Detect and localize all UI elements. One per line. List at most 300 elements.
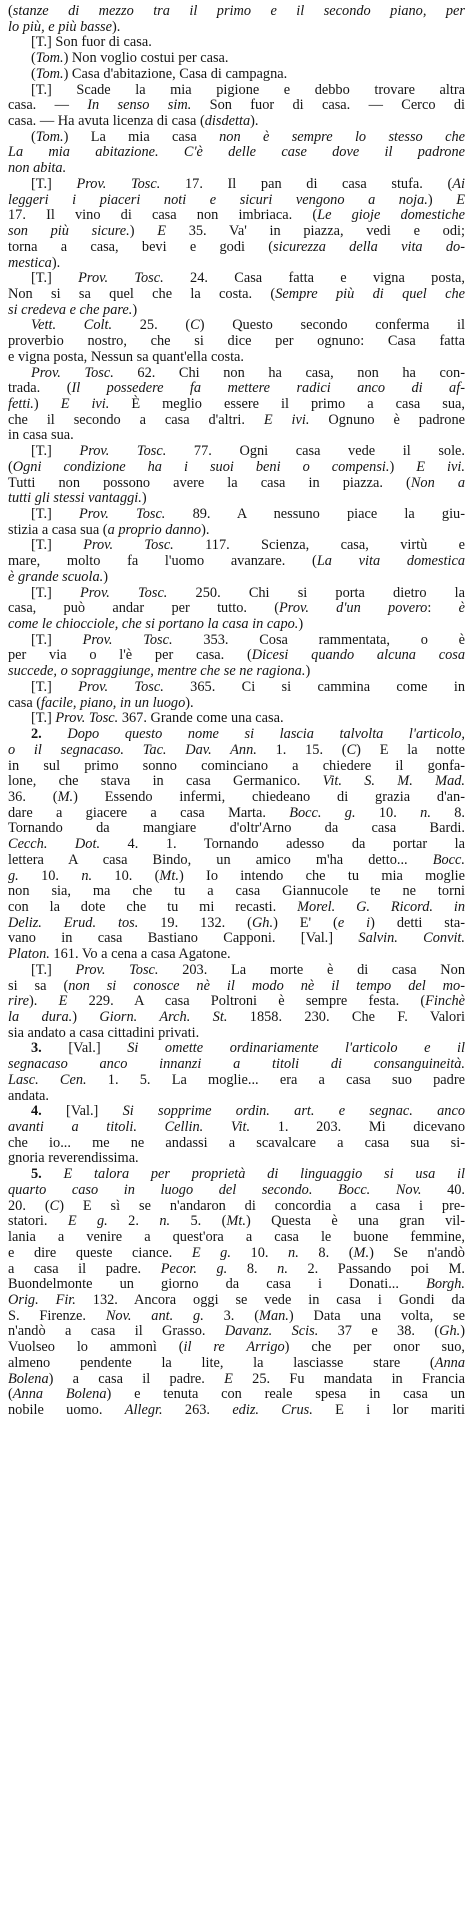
text-run: [T.] bbox=[31, 678, 79, 695]
italic-text: Si omette ordinariamente l'articolo e il bbox=[127, 1040, 465, 1057]
text-line bbox=[8, 1104, 465, 1120]
text-run: per via o l'è per casa. ( bbox=[8, 647, 252, 664]
italic-text: Vett. Colt. bbox=[31, 317, 113, 334]
italic-text: Platon. bbox=[8, 946, 50, 963]
text-run: [T.] bbox=[31, 537, 84, 554]
italic-text: Prov. Tosc. bbox=[31, 364, 114, 381]
text-run: ( bbox=[8, 1386, 13, 1403]
text-run bbox=[159, 144, 184, 160]
text-run: ). bbox=[112, 18, 121, 35]
text-line bbox=[8, 476, 465, 492]
italic-text: Gh. bbox=[251, 914, 274, 931]
italic-text: a proprio danno bbox=[107, 521, 202, 538]
text-run: 40. bbox=[421, 1181, 465, 1198]
italic-text: C bbox=[49, 1197, 60, 1214]
text-line bbox=[8, 444, 465, 460]
text-line bbox=[8, 1183, 465, 1199]
text-line bbox=[8, 1340, 465, 1356]
text-line bbox=[8, 381, 465, 397]
text-run: 8. ( bbox=[298, 1244, 354, 1261]
text-line bbox=[8, 1089, 465, 1105]
italic-text: Prov. Tosc. bbox=[79, 443, 167, 460]
italic-text: Le gioje domestiche bbox=[317, 207, 465, 224]
text-run: ) bbox=[298, 616, 304, 633]
text-run: Ognuno è padrone bbox=[309, 411, 465, 428]
italic-text: Bocc. g. bbox=[289, 804, 356, 821]
text-line bbox=[8, 633, 465, 649]
italic-text: Prov. Tosc. bbox=[82, 631, 173, 648]
italic-text: quarto caso in luogo del secondo. bbox=[8, 1181, 313, 1198]
text-run: 19. 132. ( bbox=[138, 914, 252, 931]
text-run: ) bbox=[460, 1323, 465, 1340]
text-line bbox=[8, 1010, 465, 1026]
italic-text: Allegr. bbox=[124, 1401, 163, 1418]
text-line bbox=[8, 177, 465, 193]
italic-text: E ivi. bbox=[60, 395, 110, 412]
italic-text: Bocc. bbox=[432, 851, 465, 868]
text-line bbox=[8, 1372, 465, 1388]
text-line bbox=[8, 727, 465, 743]
text-run: [T.] bbox=[31, 631, 83, 648]
text-run: andata. bbox=[8, 1087, 50, 1104]
italic-text: è grande scuola. bbox=[8, 568, 104, 585]
text-run: 25. Fu mandata in Francia bbox=[232, 1370, 465, 1387]
italic-text: g. bbox=[8, 867, 19, 884]
text-line bbox=[8, 271, 465, 287]
italic-text: In senso sim. bbox=[87, 97, 192, 114]
italic-text: Tac. Dav. Ann. bbox=[142, 741, 257, 758]
text-run: ) e tenuta con reale spesa in casa un bbox=[106, 1386, 465, 1403]
text-line bbox=[8, 1230, 465, 1246]
italic-text: succede, o sopraggiunge, mentre che se ne ragiona. bbox=[8, 663, 306, 680]
italic-text: La vita domestica bbox=[316, 553, 465, 570]
text-run: [T.] bbox=[31, 175, 77, 192]
italic-text: Tom. bbox=[35, 65, 64, 82]
text-line bbox=[8, 161, 465, 177]
text-run: casa. — Ha avuta licenza di casa ( bbox=[8, 113, 205, 130]
text-run: 263. bbox=[162, 1401, 233, 1418]
text-run: ) Questa è una gran vil- bbox=[245, 1213, 465, 1230]
text-line bbox=[8, 366, 465, 382]
text-line bbox=[8, 931, 465, 947]
text-run: in casa sua. bbox=[8, 427, 74, 444]
text-run: 8. bbox=[227, 1260, 278, 1277]
text-run: vano in casa Bastiano Capponi. [Val.] bbox=[8, 930, 359, 947]
text-run: ) E la notte bbox=[356, 741, 465, 758]
italic-text: segnacaso anco innanzi a titoli di consanguineità. bbox=[8, 1056, 465, 1073]
italic-text: E bbox=[58, 993, 68, 1010]
italic-text: Morel. G. Ricord. in bbox=[297, 898, 466, 915]
text-run: che il secondo a casa d'altri. bbox=[8, 411, 264, 428]
text-run: [T.] Son fuor di casa. bbox=[31, 34, 152, 51]
italic-text: E ivi. bbox=[416, 458, 465, 475]
text-run: ( bbox=[8, 3, 13, 19]
italic-text: Prov. Tosc. bbox=[78, 270, 164, 287]
text-run: Tornando da mangiare d'oltr'Arno da casa Bardi. bbox=[8, 820, 465, 837]
text-run: ( bbox=[8, 458, 13, 475]
text-run: 1. 203. Mi dicevano bbox=[250, 1119, 465, 1136]
text-line bbox=[8, 1057, 465, 1073]
italic-text: n. bbox=[277, 1260, 288, 1277]
text-line bbox=[8, 428, 465, 444]
italic-text: Sempre più di quel che bbox=[275, 285, 465, 302]
text-run: in sul primo sonno cominciano a chiedere il gonfa- bbox=[8, 757, 465, 774]
italic-text: son più sicure. bbox=[8, 223, 130, 240]
text-run: ) a casa il padre. bbox=[48, 1370, 225, 1387]
italic-text: Prov. Tosc. bbox=[80, 584, 168, 601]
text-line bbox=[8, 648, 465, 664]
text-line bbox=[8, 523, 465, 539]
text-run: ) Se n'andò bbox=[369, 1244, 465, 1261]
text-run: trada. ( bbox=[8, 380, 72, 397]
text-run: non sia, ma che tu a casa Giannucole te ne torni bbox=[8, 883, 465, 900]
text-run: 20. ( bbox=[8, 1197, 50, 1214]
text-line bbox=[8, 1026, 465, 1042]
text-line bbox=[8, 51, 465, 67]
text-run: È meglio essere il primo a casa sua, bbox=[109, 395, 465, 412]
text-line bbox=[8, 696, 465, 712]
italic-text: C bbox=[190, 317, 200, 334]
text-run: che io... me ne andassi a scavalcare a casa sua si- bbox=[8, 1134, 465, 1151]
text-run: n'andò a casa il Grasso. bbox=[8, 1323, 225, 1340]
italic-text: non abita. bbox=[8, 160, 67, 177]
text-run: [Val.] bbox=[41, 1103, 123, 1120]
text-run bbox=[124, 742, 143, 758]
text-run: ) Casa d'abitazione, Casa di campagna. bbox=[63, 65, 288, 82]
text-line bbox=[8, 1387, 465, 1403]
text-line bbox=[8, 916, 465, 932]
text-line bbox=[8, 806, 465, 822]
text-run: lone, che stava in casa Germanico. bbox=[8, 773, 323, 790]
text-run: almeno pendente la lite, la lasciasse stare ( bbox=[8, 1354, 435, 1371]
text-run: 132. Ancora oggi se vede in casa i Gondi da bbox=[75, 1291, 465, 1308]
text-line bbox=[8, 350, 465, 366]
italic-text: Anna bbox=[434, 1354, 465, 1371]
italic-text: Ai bbox=[452, 175, 465, 192]
text-run: ) Data una volta, se bbox=[288, 1307, 465, 1324]
text-run: sia andato a casa cittadini privati. bbox=[8, 1024, 200, 1041]
italic-text: C'è delle case dove il padrone bbox=[183, 144, 466, 161]
text-line bbox=[8, 145, 465, 161]
text-line bbox=[8, 334, 465, 350]
text-run: [Val.] bbox=[41, 1040, 128, 1057]
text-line bbox=[8, 1073, 465, 1089]
text-run: 2. bbox=[107, 1213, 160, 1230]
text-run bbox=[137, 1119, 165, 1135]
italic-text: lo più, e più basse bbox=[8, 18, 112, 35]
italic-text: Man. bbox=[259, 1307, 289, 1324]
text-line bbox=[8, 601, 465, 617]
text-run: 24. Casa fatta e vigna posta, bbox=[163, 270, 466, 287]
text-line bbox=[8, 1041, 465, 1057]
text-line bbox=[8, 1324, 465, 1340]
italic-text: fetti. bbox=[8, 395, 34, 412]
text-run: a casa il padre. bbox=[8, 1260, 161, 1277]
italic-text: sicurezza della vita do- bbox=[273, 238, 465, 255]
text-run: 17. Il pan di casa stufa. ( bbox=[160, 175, 453, 192]
italic-text: non è sempre lo stesso che bbox=[219, 128, 465, 145]
italic-text: la dura. bbox=[8, 1009, 73, 1025]
italic-text: Prov. Tosc. bbox=[76, 175, 161, 192]
text-run: 353. Cosa rammentata, o è bbox=[172, 631, 465, 648]
italic-text: Giorn. Arch. St. bbox=[99, 1009, 228, 1025]
italic-text: stanze di mezzo tra il primo e il secondo piano, per bbox=[12, 3, 465, 19]
text-run: 62. Chi non ha casa, non ha con- bbox=[113, 364, 465, 381]
italic-text: Gh. bbox=[439, 1323, 461, 1340]
text-run: ) Questo secondo conferma il bbox=[199, 317, 465, 334]
text-run: lania a venire a quest'ora a casa le buone femmine, bbox=[8, 1229, 465, 1246]
text-line bbox=[8, 1246, 465, 1262]
text-run: 1. 15. ( bbox=[256, 741, 347, 758]
text-run: dare a giacere a casa Marta. bbox=[8, 804, 290, 821]
text-run: ( bbox=[31, 50, 36, 67]
text-run: ) bbox=[132, 301, 138, 318]
text-run: 117. Scienza, casa, virtù e bbox=[173, 537, 465, 554]
text-run: e vigna posta, Nessun sa quant'ella costa. bbox=[8, 348, 245, 365]
text-run: [T.] bbox=[31, 710, 56, 727]
text-run: [T.] bbox=[31, 584, 80, 601]
italic-text: Nov. ant. g. bbox=[105, 1307, 204, 1324]
italic-text: mestica bbox=[8, 254, 52, 271]
text-line bbox=[8, 680, 465, 696]
italic-text: E g. bbox=[67, 1213, 108, 1230]
text-line bbox=[8, 240, 465, 256]
text-run: ) che per onor suo, bbox=[284, 1339, 465, 1356]
text-run: ) bbox=[129, 223, 158, 240]
text-run: ( bbox=[31, 128, 36, 145]
italic-text: Si sopprime ordin. art. e segnac. anco bbox=[122, 1103, 465, 1120]
text-line bbox=[8, 1214, 465, 1230]
text-run: [T.] bbox=[31, 443, 80, 460]
italic-text: Dicesi quando alcuna cosa bbox=[251, 647, 465, 664]
text-line bbox=[8, 979, 465, 995]
text-line bbox=[8, 994, 465, 1010]
italic-text: leggeri i piaceri noti e sicuri vengono a noja. bbox=[8, 191, 428, 208]
text-run: 229. A casa Poltroni è sempre festa. ( bbox=[67, 993, 426, 1010]
text-line bbox=[8, 208, 465, 224]
italic-text: Pecor. g. bbox=[160, 1260, 228, 1277]
italic-text: facile, piano, in un luogo bbox=[41, 694, 186, 711]
text-run: lettera A casa Bindo, un amico m'ha detto... bbox=[8, 851, 433, 868]
text-line bbox=[8, 256, 465, 272]
section-number: 3. bbox=[31, 1040, 42, 1057]
text-line bbox=[8, 4, 465, 20]
text-run: ) bbox=[427, 191, 457, 208]
text-run: statori. bbox=[8, 1213, 68, 1230]
text-line bbox=[8, 67, 465, 83]
italic-text: Lasc. Cen. bbox=[8, 1071, 87, 1088]
italic-text: Prov. Tosc. bbox=[75, 961, 159, 978]
italic-text: E g. bbox=[191, 1244, 231, 1261]
text-line bbox=[8, 1293, 465, 1309]
italic-text: Tom. bbox=[35, 50, 64, 67]
text-run: ) bbox=[389, 458, 417, 475]
text-run: 2. Passando poi M. bbox=[287, 1260, 465, 1277]
text-run: torna a casa, bevi e godi ( bbox=[8, 238, 274, 255]
text-run: E i lor mariti bbox=[312, 1401, 465, 1418]
text-run: 1. 5. La moglie... era a casa suo padre bbox=[86, 1071, 465, 1088]
text-line bbox=[8, 884, 465, 900]
text-run: ). bbox=[185, 694, 194, 711]
italic-text: E ivi. bbox=[263, 411, 310, 428]
text-run: 36. ( bbox=[8, 788, 58, 805]
text-run: ) E' ( bbox=[273, 914, 338, 931]
text-run: ) bbox=[141, 490, 147, 507]
italic-text: disdetta bbox=[204, 113, 251, 130]
italic-text: Deliz. Erud. tos. bbox=[8, 914, 139, 931]
section-number: 2. bbox=[31, 726, 42, 743]
text-run: Son fuor di casa. — Cerco di bbox=[191, 97, 465, 114]
text-line bbox=[8, 413, 465, 429]
text-run: 4. 1. Tornando adesso da portar la bbox=[100, 836, 465, 853]
text-line bbox=[8, 554, 465, 570]
text-line bbox=[8, 318, 465, 334]
italic-text: Finchè bbox=[425, 993, 465, 1010]
italic-text: Prov. Tosc. bbox=[55, 710, 119, 727]
italic-text: n. bbox=[288, 1244, 299, 1261]
italic-text: M. bbox=[57, 788, 74, 805]
text-line bbox=[8, 963, 465, 979]
text-run: 37 e 38. ( bbox=[318, 1323, 440, 1340]
text-line bbox=[8, 1151, 465, 1167]
italic-text: Prov. Tosc. bbox=[78, 678, 164, 695]
italic-text: M. bbox=[353, 1244, 370, 1261]
italic-text: E bbox=[157, 223, 166, 240]
italic-text: il re Arrigo bbox=[183, 1339, 285, 1356]
text-run: 35. Va' in piazza, vedi e odi; bbox=[166, 223, 465, 240]
italic-text: Ogni condizione ha i suoi beni o compensi. bbox=[12, 458, 390, 475]
text-run: Vuolseo lo ammonì ( bbox=[8, 1339, 184, 1356]
text-run: nobile uomo. bbox=[8, 1401, 125, 1418]
text-run: : bbox=[427, 600, 459, 617]
text-line bbox=[8, 759, 465, 775]
italic-text: E bbox=[224, 1370, 233, 1387]
italic-text: tutti gli stessi vantaggi. bbox=[8, 490, 142, 507]
text-run: casa ( bbox=[8, 694, 42, 711]
text-run: 365. Ci si cammina come in bbox=[163, 678, 466, 695]
text-run: 89. A nessuno piace la giu- bbox=[165, 506, 466, 522]
italic-text: Prov. Tosc. bbox=[79, 506, 166, 522]
text-run bbox=[42, 1166, 64, 1182]
text-run: 17. Il vino di casa non imbriaca. ( bbox=[8, 207, 318, 224]
text-run bbox=[312, 1182, 338, 1198]
text-run: 1858. 230. Che F. Valori bbox=[227, 1009, 465, 1025]
text-line bbox=[8, 774, 465, 790]
section-number: 4. bbox=[31, 1103, 42, 1120]
text-line bbox=[8, 869, 465, 885]
text-run: ). bbox=[250, 113, 259, 130]
text-line bbox=[8, 1262, 465, 1278]
italic-text: ediz. Crus. bbox=[232, 1401, 313, 1418]
italic-text: Il possedere fa mettere radici anco di af- bbox=[71, 380, 465, 397]
text-line bbox=[8, 837, 465, 853]
text-line bbox=[8, 790, 465, 806]
text-run: ) bbox=[305, 663, 311, 680]
text-run: 10. bbox=[355, 804, 421, 821]
text-run: 10. bbox=[230, 1244, 289, 1261]
text-run: con la dote che tu mi recasti. bbox=[8, 898, 298, 915]
text-line bbox=[8, 617, 465, 633]
italic-text: si credeva e che pare. bbox=[8, 301, 133, 318]
text-line bbox=[8, 1120, 465, 1136]
text-line bbox=[8, 1277, 465, 1293]
italic-text: n. bbox=[420, 804, 431, 821]
italic-text: Anna Bolena bbox=[12, 1386, 107, 1403]
text-run: ) bbox=[103, 568, 108, 585]
text-line bbox=[8, 853, 465, 869]
italic-text: Salvin. Convit. bbox=[358, 930, 465, 947]
text-run: si sa ( bbox=[8, 977, 69, 994]
italic-text: E bbox=[456, 191, 465, 208]
italic-text: Prov. d'un povero bbox=[279, 600, 428, 617]
text-run: [T.] bbox=[31, 270, 79, 287]
text-line bbox=[8, 1167, 465, 1183]
text-line bbox=[8, 460, 465, 476]
italic-text: Orig. Fir. bbox=[8, 1291, 76, 1308]
text-run: 367. Grande come una casa. bbox=[118, 710, 284, 727]
text-run: 10. bbox=[18, 867, 82, 884]
text-line bbox=[8, 83, 465, 99]
text-line bbox=[8, 1403, 465, 1419]
text-line bbox=[8, 821, 465, 837]
text-line bbox=[8, 491, 465, 507]
text-run: 3. ( bbox=[203, 1307, 259, 1324]
text-run: ) Io intendo che tu mia moglie bbox=[178, 867, 465, 884]
text-line bbox=[8, 507, 465, 523]
text-run: 250. Chi si porta dietro la bbox=[167, 584, 466, 601]
text-line bbox=[8, 1136, 465, 1152]
italic-text: La mia abitazione. bbox=[8, 144, 159, 161]
text-run: [T.] bbox=[31, 506, 79, 522]
text-line bbox=[8, 1309, 465, 1325]
text-run: ) detti sta- bbox=[370, 914, 465, 931]
italic-text: Cecch. Dot. bbox=[8, 836, 101, 853]
text-run: 8. bbox=[430, 804, 465, 821]
italic-text: Mt. bbox=[159, 867, 179, 884]
text-line bbox=[8, 570, 465, 586]
text-run: ) bbox=[33, 395, 61, 412]
text-run: ) bbox=[72, 1009, 100, 1025]
italic-text: Cellin. Vit. bbox=[164, 1119, 251, 1136]
text-run: Buondelmonte un giorno da casa i Donati... bbox=[8, 1276, 427, 1293]
italic-text: Bocc. Nov. bbox=[338, 1181, 422, 1198]
italic-text: è bbox=[458, 600, 466, 617]
text-run: 203. La morte è di casa Non bbox=[158, 961, 466, 978]
text-run: [T.] bbox=[31, 961, 76, 978]
text-line bbox=[8, 193, 465, 209]
text-run: 5. ( bbox=[170, 1213, 227, 1230]
italic-text: rire bbox=[8, 993, 29, 1010]
section-number: 5. bbox=[31, 1166, 42, 1183]
text-run: mare, molto fa l'uomo avanzare. ( bbox=[8, 553, 317, 570]
text-line bbox=[8, 397, 465, 413]
text-run: stizia a casa sua ( bbox=[8, 521, 108, 538]
text-line bbox=[8, 98, 465, 114]
italic-text: e i bbox=[337, 914, 371, 931]
text-line bbox=[8, 130, 465, 146]
text-line bbox=[8, 1199, 465, 1215]
text-line bbox=[8, 303, 465, 319]
italic-text: Davanz. Scis. bbox=[224, 1323, 319, 1340]
text-run: ) E sì se n'andaron di concordia a casa i pre- bbox=[59, 1197, 465, 1214]
text-run: ) Non voglio costui per casa. bbox=[63, 50, 229, 67]
italic-text: Non a bbox=[410, 474, 465, 491]
text-run: 77. Ogni casa vede il sole. bbox=[166, 443, 466, 460]
text-run: e dire queste ciance. bbox=[8, 1244, 192, 1261]
italic-text: E talora per proprietà di linguaggio si usa il bbox=[63, 1166, 465, 1183]
text-run: ( bbox=[31, 65, 36, 82]
text-line bbox=[8, 538, 465, 554]
